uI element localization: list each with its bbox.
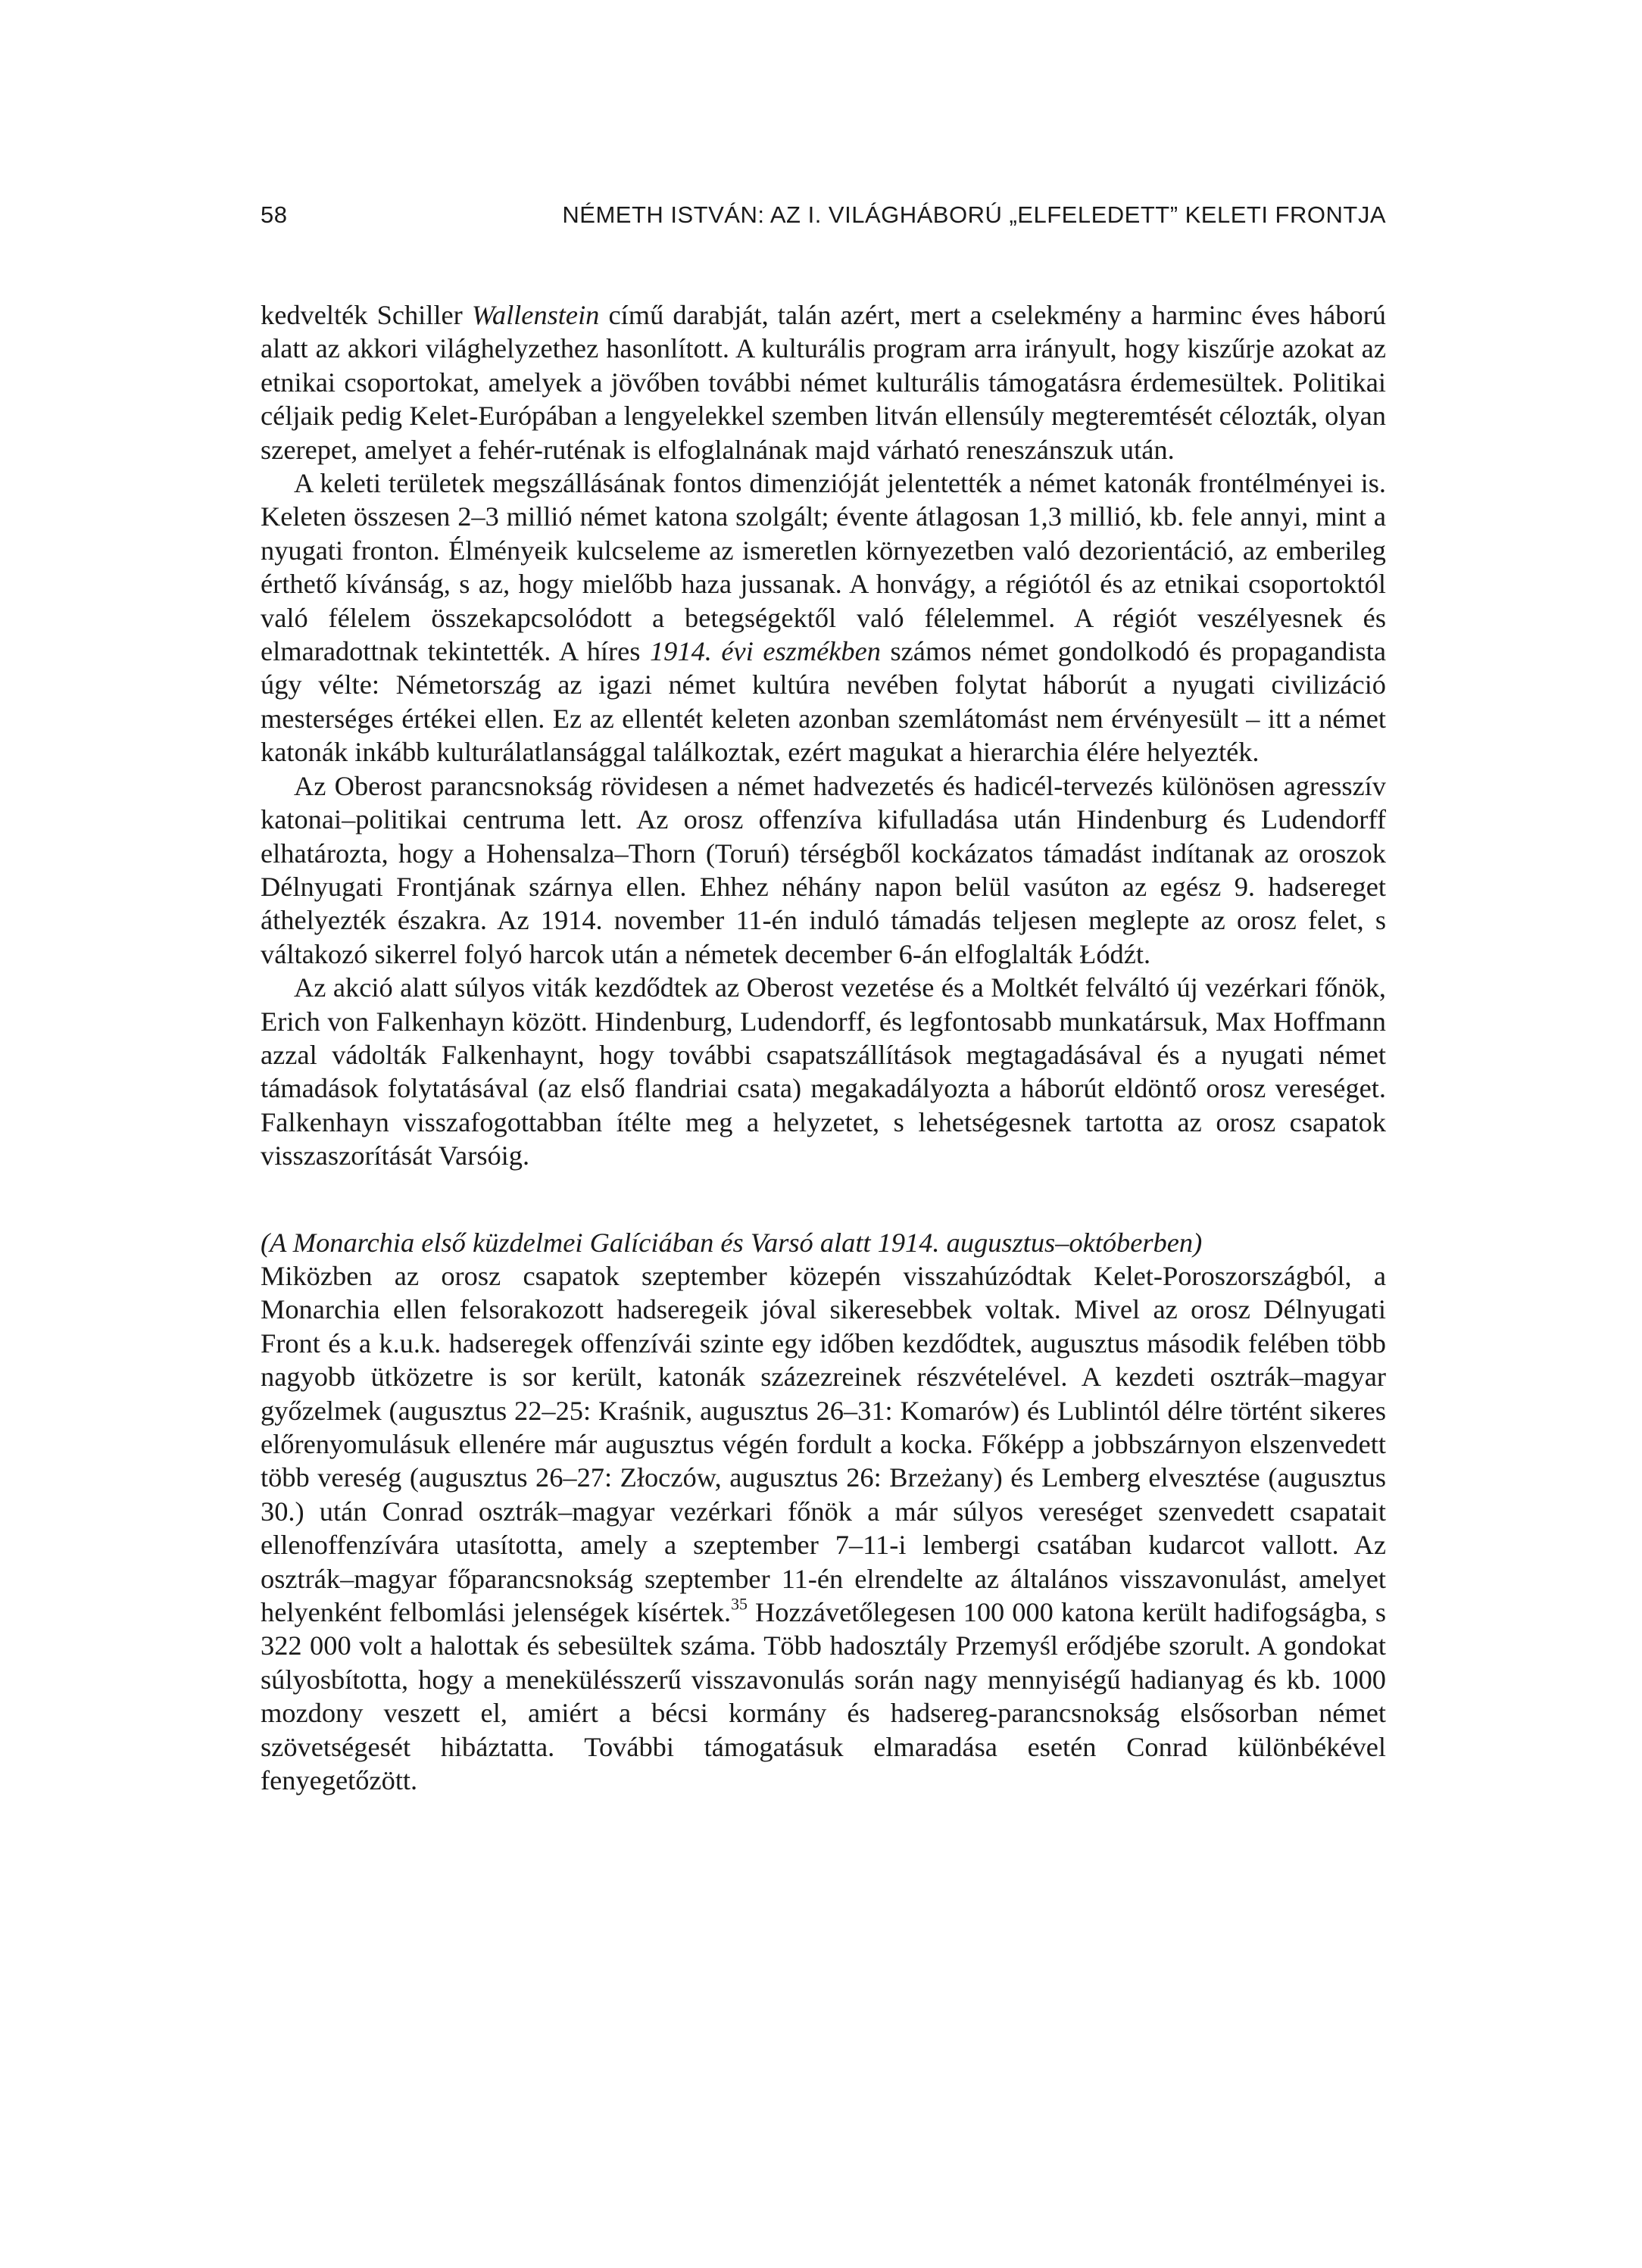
play-title: Wallenstein [471, 300, 600, 330]
paragraph-2 [261, 466, 1386, 769]
section-text: Miközben az orosz csapatok szeptember közepén visszahúzódtak Kelet-Poroszországból, a Monarchia ellen felsorakozott hadseregeik jóval sikeresebbek voltak. Mivel az orosz Délnyugati Front és a k.u.k. hadseregek offenzívái szinte egy időben kezdődtek, augusztus második felében több nagyobb ütközetre is sor került, katonák százezreinek részvételével. A kezdeti osztrák–magyar győzelmek (augusztus 22–25: Kraśnik, augusztus 26–31: Komarów) és Lublintól délre történt sikeres előrenyomulásuk ellenére már augusztus végén fordult a kocka. Főképp a jobbszárnyon elszenvedett több vereség (augusztus 26–27: Złoczów, augusztus 26: Brzeżany) és Lemberg elvesztése (augusztus 30.) után Conrad osztrák–magyar vezérkari főnök a már súlyos vereséget szenvedett csapatait ellenoffenzívára utasította, amely a szeptember 7–11-i lembergi csatában kudarcot vallott. Az osztrák–magyar főparancsnokság szeptember 11-én elrendelte az általános visszavonulást, amelyet helyenként felbomlási jelenségek kísértek. [261, 1260, 1386, 1628]
section-title: (A Monarchia első küzdelmei Galíciában és Varsó alatt 1914. augusztus–októberben) [261, 1227, 1203, 1258]
paragraph-3: Az Oberost parancsnokság rövidesen a német hadvezetés és hadicél-tervezés különösen agresszív katonai–politikai centruma lett. Az orosz offenzíva kifulladása után Hindenburg és Ludendorff elhatározta, hogy a Hohensalza–Thorn (Toruń) térségből kockázatos támadást indítanak az oroszok Délnyugati Frontjának szárnya ellen. Ehhez néhány napon belül vasúton az egész 9. hadsereget áthelyezték északra. Az 1914. november 11-én induló támadás teljesen meglepte az orosz felet, s váltakozó sikerrel folyó harcok után a németek december 6-án elfoglalták Łódźt. [261, 770, 1386, 969]
document-page [261, 0, 1386, 2268]
running-title: NÉMETH ISTVÁN: AZ I. VILÁGHÁBORÚ „ELFELEDETT” KELETI FRONTJA [562, 201, 1386, 228]
paragraph-1-text: kedvelték Schiller [261, 300, 472, 330]
paragraph-4: Az akció alatt súlyos viták kezdődtek az Oberost vezetése és a Moltkét felváltó új vezérkari főnök, Erich von Falkenhayn között. Hindenburg, Ludendorff, és legfontosabb munkatársuk, Max Hoffmann azzal vádolták Falkenhaynt, hogy további csapatszállítások megtagadásával és a nyugati német támadások folytatásával (az első flandriai csata) megakadályozta a háborút eldöntő orosz vereséget. Falkenhayn visszafogottabban ítélte meg a helyzetet, s lehetségesnek tartotta az orosz csapatok visszaszorítását Varsóig. [261, 972, 1386, 1171]
section-gap [261, 1173, 1386, 1226]
footnote-ref[interactable]: 35 [731, 1595, 748, 1614]
paragraph-2-text-cont: számos német gondolkodó és propagandista úgy vélte: Németország az igazi német kultúra nevében folytat háborút a nyugati civilizáció mesterséges értékei ellen. Ez az ellentét keleten azonban szemlátomást nem érvényesült – itt a német katonák inkább kulturálatlansággal találkoztak, ezért magukat a hierarchia élére helyezték. [261, 636, 1386, 768]
paragraph-1 [261, 298, 1386, 466]
section-text-cont: Hozzávetőlegesen 100 000 katona került hadifogságba, s 322 000 volt a halottak és sebesültek száma. Több hadosztály Przemyśl erődjébe szorult. A gondokat súlyosbította, hogy a menekülésszerű visszavonulás során nagy mennyiségű hadianyag és kb. 1000 mozdony veszett el, amiért a bécsi kormány és hadsereg-parancsnokság elsősorban német szövetségesét hibáztatta. További támogatásuk elmaradása esetén Conrad különbékével fenyegetőzött. [261, 1597, 1386, 1796]
paragraph-1-text-cont: című darabját, talán azért, mert a cselekmény a harminc éves háború alatt az akkori világhelyzethez hasonlított. A kulturális program arra irányult, hogy kiszűrje azokat az etnikai csoportokat, amelyek a jövőben további német kulturális támogatásra érdemesültek. Politikai céljaik pedig Kelet-Európában a lengyelekkel szemben litván ellensúly megteremtését célozták, olyan szerepet, amelyet a fehér-ruténak is elfoglalnának majd várható reneszánszuk után. [261, 300, 1387, 465]
page-number: 58 [261, 201, 288, 228]
ideas-1914-term: 1914. évi eszmékben [649, 636, 881, 667]
body-text [261, 298, 1386, 1797]
running-header [261, 201, 1386, 232]
paragraph-2-text: A keleti területek megszállásának fontos dimenzióját jelentették a német katonák frontélményei is. Keleten összesen 2–3 millió német katona szolgált; évente átlagosan 1,3 millió, kb. fele annyi, mint a nyugati fronton. Élményeik kulcseleme az ismeretlen környezetben való dezorientáció, az emberileg érthető kívánság, s az, hogy mielőbb haza jussanak. A honvágy, a régiótól és az etnikai csoportoktól való félelem összekapcsolódott a betegségektől való félelemmel. A régiót veszélyesnek és elmaradottnak tekintették. A híres [261, 468, 1386, 667]
section-paragraph [261, 1226, 1386, 1798]
